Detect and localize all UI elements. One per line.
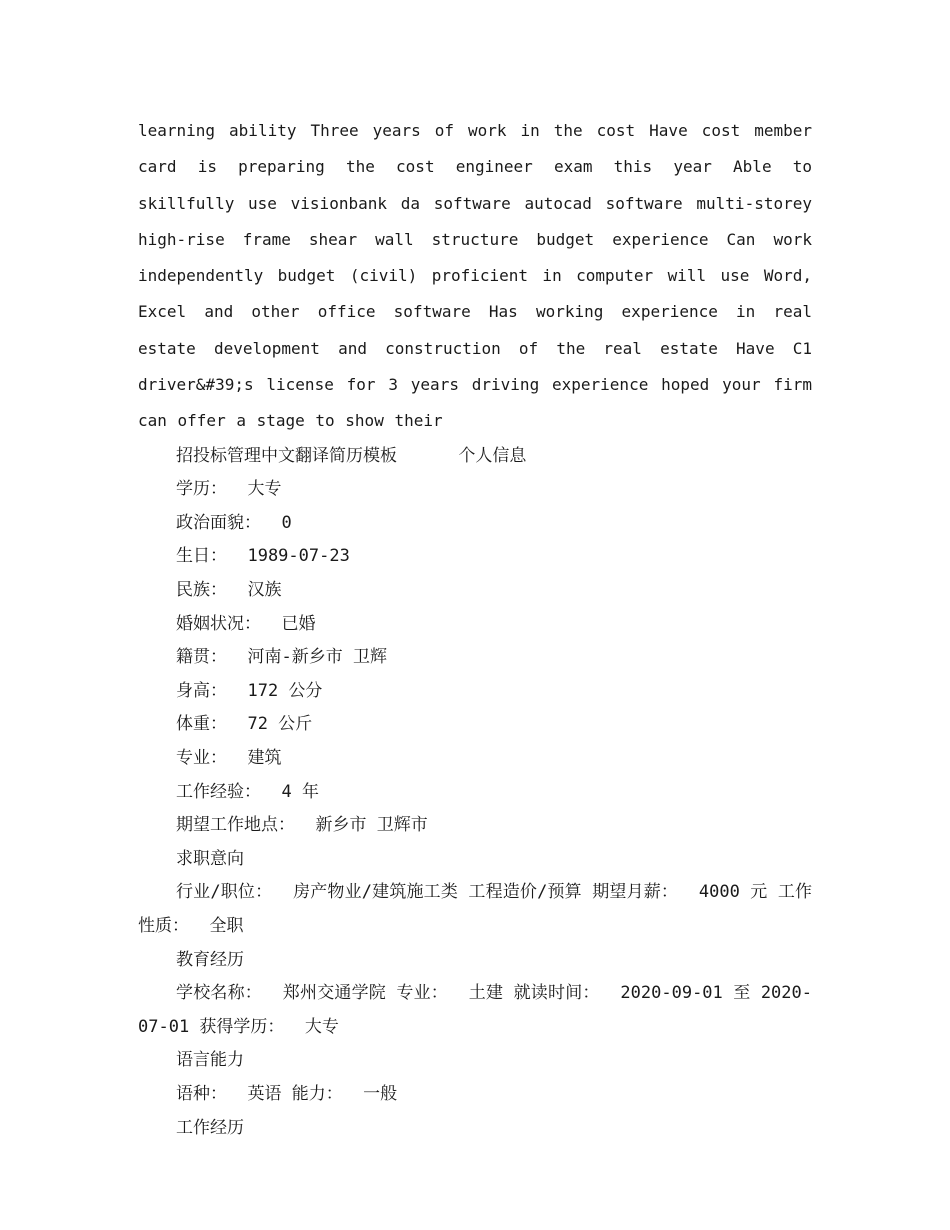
english-paragraph: learning ability Three years of work in the cost Have cost member card is preparing the cost engineer exam this year Able to skillfully use visionbank da software autocad software multi-storey high-rise frame shear wall structure budget experience Can work independently budget (civil) proficient in computer will use Word, Excel and other office software Has working experience in real estate development and construction of the real estate Have C1 driver&#39;s license for 3 years driving experience hoped your firm can offer a stage to show their	[138, 121, 812, 431]
work-experience-years-line: 工作经验： 4 年	[176, 781, 319, 802]
section-heading-language: 语言能力	[176, 1050, 244, 1071]
major-line: 专业： 建筑	[176, 748, 282, 769]
marital-status-line: 婚姻状况： 已婚	[176, 613, 316, 634]
birthday-line: 生日： 1989-07-23	[176, 546, 350, 567]
job-intention-detail: 行业/职位： 房产物业/建筑施工类 工程造价/预算 期望月薪： 4000 元 工作性质： 全职	[138, 882, 812, 936]
language-detail: 语种： 英语 能力： 一般	[176, 1083, 398, 1104]
section-heading-job-intention: 求职意向	[176, 848, 244, 869]
document-page	[138, 113, 812, 1145]
political-status-line: 政治面貌： 0	[176, 512, 292, 533]
native-place-line: 籍贯： 河南-新乡市 卫辉	[176, 647, 387, 668]
title-line: 招投标管理中文翻译简历模板 个人信息	[176, 445, 527, 466]
section-heading-education: 教育经历	[176, 949, 244, 970]
ethnicity-line: 民族： 汉族	[176, 580, 282, 601]
section-heading-work-history: 工作经历	[176, 1117, 244, 1138]
weight-line: 体重： 72 公斤	[176, 714, 313, 735]
expected-location-line: 期望工作地点： 新乡市 卫辉市	[176, 815, 428, 836]
height-line: 身高： 172 公分	[176, 680, 323, 701]
education-detail: 学校名称： 郑州交通学院 专业： 土建 就读时间： 2020-09-01 至 2020-07-01 获得学历： 大专	[138, 983, 812, 1037]
education-level-line: 学历： 大专	[176, 479, 282, 500]
